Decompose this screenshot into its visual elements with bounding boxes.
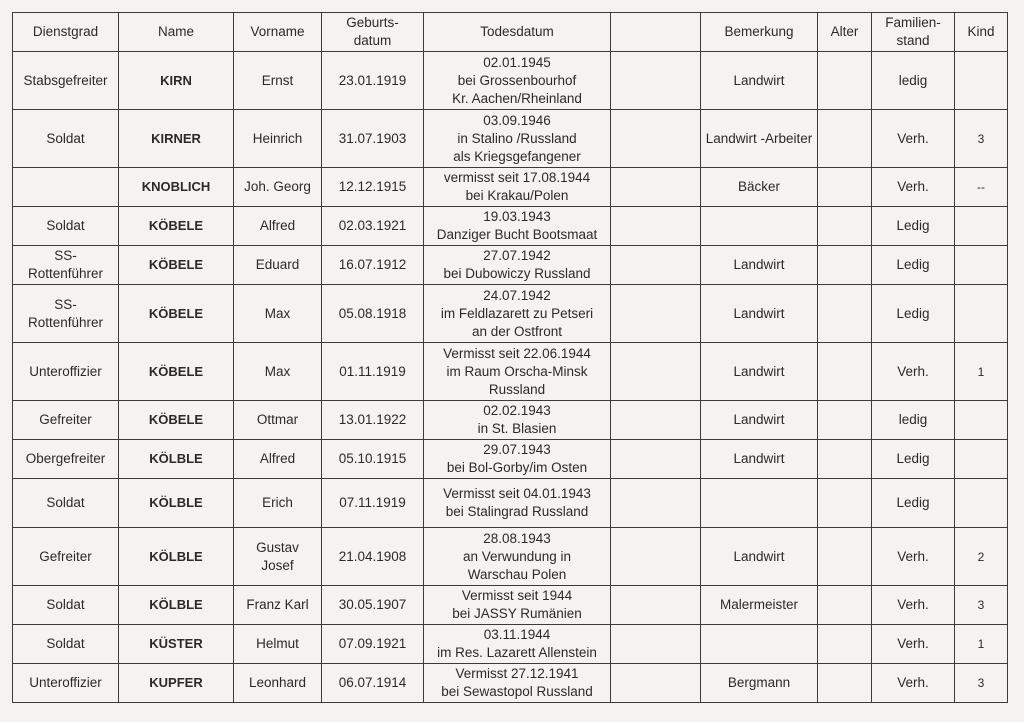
cell-vorname: Erich <box>234 479 322 528</box>
cell-bemerkung: Bergmann <box>701 664 818 703</box>
cell-kind <box>955 207 1008 246</box>
header-kind: Kind <box>955 13 1008 52</box>
cell-todesdatum: 02.02.1943 in St. Blasien <box>424 401 611 440</box>
cell-vorname: Ernst <box>234 52 322 110</box>
cell-name: KÖBELE <box>119 285 234 343</box>
cell-geburtsdatum: 13.01.1922 <box>322 401 424 440</box>
cell-bemerkung <box>701 625 818 664</box>
cell-geburtsdatum: 05.10.1915 <box>322 440 424 479</box>
cell-geburtsdatum: 30.05.1907 <box>322 586 424 625</box>
cell-todesdatum: 28.08.1943 an Verwundung in Warschau Polen <box>424 528 611 586</box>
cell-geburtsdatum: 16.07.1912 <box>322 246 424 285</box>
cell-blank <box>611 246 701 285</box>
cell-bemerkung: Landwirt <box>701 343 818 401</box>
cell-kind <box>955 401 1008 440</box>
cell-bemerkung <box>701 479 818 528</box>
cell-familienstand: Verh. <box>872 110 955 168</box>
cell-blank <box>611 440 701 479</box>
cell-name: KIRNER <box>119 110 234 168</box>
header-dienstgrad: Dienstgrad <box>13 13 119 52</box>
cell-blank <box>611 479 701 528</box>
cell-name: KÖBELE <box>119 246 234 285</box>
cell-vorname: Max <box>234 343 322 401</box>
cell-name: KUPFER <box>119 664 234 703</box>
cell-kind <box>955 52 1008 110</box>
cell-todesdatum: vermisst seit 17.08.1944 bei Krakau/Polen <box>424 168 611 207</box>
cell-alter <box>818 343 872 401</box>
cell-geburtsdatum: 02.03.1921 <box>322 207 424 246</box>
cell-dienstgrad: Soldat <box>13 625 119 664</box>
cell-vorname: Joh. Georg <box>234 168 322 207</box>
cell-name: KÖLBLE <box>119 586 234 625</box>
cell-dienstgrad: Soldat <box>13 110 119 168</box>
cell-dienstgrad: SS- Rottenführer <box>13 285 119 343</box>
cell-familienstand: Verh. <box>872 343 955 401</box>
cell-kind: 3 <box>955 586 1008 625</box>
cell-kind: 1 <box>955 625 1008 664</box>
cell-familienstand: Verh. <box>872 168 955 207</box>
cell-name: KÜSTER <box>119 625 234 664</box>
cell-alter <box>818 664 872 703</box>
cell-dienstgrad: Soldat <box>13 586 119 625</box>
cell-alter <box>818 625 872 664</box>
cell-alter <box>818 479 872 528</box>
cell-bemerkung: Landwirt <box>701 401 818 440</box>
cell-dienstgrad: Unteroffizier <box>13 664 119 703</box>
cell-geburtsdatum: 21.04.1908 <box>322 528 424 586</box>
cell-dienstgrad: Stabsgefreiter <box>13 52 119 110</box>
cell-todesdatum: Vermisst seit 1944 bei JASSY Rumänien <box>424 586 611 625</box>
cell-kind: 1 <box>955 343 1008 401</box>
cell-todesdatum: 27.07.1942 bei Dubowiczy Russland <box>424 246 611 285</box>
table-row <box>13 401 1008 440</box>
cell-kind: -- <box>955 168 1008 207</box>
cell-todesdatum: 24.07.1942 im Feldlazarett zu Petseri an der Ostfront <box>424 285 611 343</box>
cell-blank <box>611 664 701 703</box>
cell-familienstand: Verh. <box>872 625 955 664</box>
cell-bemerkung: Landwirt <box>701 440 818 479</box>
cell-dienstgrad: Gefreiter <box>13 401 119 440</box>
cell-geburtsdatum: 31.07.1903 <box>322 110 424 168</box>
cell-familienstand: Verh. <box>872 528 955 586</box>
cell-dienstgrad: Obergefreiter <box>13 440 119 479</box>
cell-alter <box>818 52 872 110</box>
cell-kind <box>955 440 1008 479</box>
cell-name: KÖBELE <box>119 207 234 246</box>
header-alter: Alter <box>818 13 872 52</box>
cell-dienstgrad: Soldat <box>13 479 119 528</box>
cell-geburtsdatum: 01.11.1919 <box>322 343 424 401</box>
cell-name: KÖLBLE <box>119 440 234 479</box>
cell-todesdatum: Vermisst 27.12.1941 bei Sewastopol Russland <box>424 664 611 703</box>
header-blank <box>611 13 701 52</box>
cell-name: KÖLBLE <box>119 528 234 586</box>
header-geburtsdatum: Geburts- datum <box>322 13 424 52</box>
cell-geburtsdatum: 07.09.1921 <box>322 625 424 664</box>
table-row <box>13 625 1008 664</box>
cell-blank <box>611 168 701 207</box>
cell-kind <box>955 479 1008 528</box>
header-row <box>13 13 1008 52</box>
table-body <box>13 52 1008 703</box>
cell-bemerkung: Malermeister <box>701 586 818 625</box>
table-row <box>13 52 1008 110</box>
table-row <box>13 110 1008 168</box>
cell-bemerkung: Landwirt <box>701 528 818 586</box>
header-bemerkung: Bemerkung <box>701 13 818 52</box>
header-name: Name <box>119 13 234 52</box>
cell-familienstand: Verh. <box>872 664 955 703</box>
cell-kind: 3 <box>955 664 1008 703</box>
cell-alter <box>818 440 872 479</box>
cell-kind: 3 <box>955 110 1008 168</box>
cell-blank <box>611 343 701 401</box>
cell-bemerkung: Landwirt <box>701 246 818 285</box>
cell-vorname: Gustav Josef <box>234 528 322 586</box>
cell-todesdatum: Vermisst seit 04.01.1943 bei Stalingrad Russland <box>424 479 611 528</box>
cell-name: KÖLBLE <box>119 479 234 528</box>
cell-dienstgrad: Gefreiter <box>13 528 119 586</box>
cell-vorname: Heinrich <box>234 110 322 168</box>
table-row <box>13 528 1008 586</box>
cell-blank <box>611 285 701 343</box>
cell-familienstand: Ledig <box>872 207 955 246</box>
cell-dienstgrad: Soldat <box>13 207 119 246</box>
cell-alter <box>818 168 872 207</box>
cell-blank <box>611 207 701 246</box>
cell-geburtsdatum: 05.08.1918 <box>322 285 424 343</box>
table-row <box>13 664 1008 703</box>
cell-bemerkung <box>701 207 818 246</box>
table-row <box>13 343 1008 401</box>
cell-geburtsdatum: 12.12.1915 <box>322 168 424 207</box>
table-row <box>13 246 1008 285</box>
document-sheet <box>12 12 1008 703</box>
cell-familienstand: Ledig <box>872 440 955 479</box>
cell-todesdatum: 02.01.1945 bei Grossenbourhof Kr. Aachen/Rheinland <box>424 52 611 110</box>
cell-vorname: Max <box>234 285 322 343</box>
cell-blank <box>611 586 701 625</box>
cell-todesdatum: 03.09.1946 in Stalino /Russland als Kriegsgefangener <box>424 110 611 168</box>
cell-vorname: Alfred <box>234 207 322 246</box>
cell-blank <box>611 401 701 440</box>
table-row <box>13 440 1008 479</box>
cell-name: KÖBELE <box>119 401 234 440</box>
cell-alter <box>818 285 872 343</box>
cell-kind <box>955 285 1008 343</box>
cell-dienstgrad: Unteroffizier <box>13 343 119 401</box>
cell-name: KÖBELE <box>119 343 234 401</box>
cell-alter <box>818 528 872 586</box>
table-row <box>13 285 1008 343</box>
cell-vorname: Eduard <box>234 246 322 285</box>
cell-familienstand: Ledig <box>872 479 955 528</box>
cell-blank <box>611 625 701 664</box>
header-vorname: Vorname <box>234 13 322 52</box>
cell-vorname: Franz Karl <box>234 586 322 625</box>
cell-geburtsdatum: 07.11.1919 <box>322 479 424 528</box>
cell-familienstand: Ledig <box>872 285 955 343</box>
table-row <box>13 168 1008 207</box>
cell-kind <box>955 246 1008 285</box>
cell-familienstand: ledig <box>872 52 955 110</box>
cell-blank <box>611 528 701 586</box>
cell-bemerkung: Bäcker <box>701 168 818 207</box>
cell-vorname: Alfred <box>234 440 322 479</box>
cell-vorname: Leonhard <box>234 664 322 703</box>
cell-dienstgrad <box>13 168 119 207</box>
header-familienstand: Familien- stand <box>872 13 955 52</box>
cell-todesdatum: 03.11.1944 im Res. Lazarett Allenstein <box>424 625 611 664</box>
cell-alter <box>818 586 872 625</box>
cell-blank <box>611 110 701 168</box>
cell-geburtsdatum: 06.07.1914 <box>322 664 424 703</box>
cell-bemerkung: Landwirt <box>701 52 818 110</box>
cell-familienstand: Ledig <box>872 246 955 285</box>
cell-name: KNOBLICH <box>119 168 234 207</box>
cell-dienstgrad: SS- Rottenführer <box>13 246 119 285</box>
cell-geburtsdatum: 23.01.1919 <box>322 52 424 110</box>
cell-bemerkung: Landwirt <box>701 285 818 343</box>
table-row <box>13 479 1008 528</box>
cell-alter <box>818 110 872 168</box>
cell-bemerkung: Landwirt -Arbeiter <box>701 110 818 168</box>
cell-kind: 2 <box>955 528 1008 586</box>
cell-blank <box>611 52 701 110</box>
cell-vorname: Ottmar <box>234 401 322 440</box>
cell-vorname: Helmut <box>234 625 322 664</box>
cell-todesdatum: 19.03.1943 Danziger Bucht Bootsmaat <box>424 207 611 246</box>
table-row <box>13 586 1008 625</box>
table-row <box>13 207 1008 246</box>
cell-todesdatum: Vermisst seit 22.06.1944 im Raum Orscha-Minsk Russland <box>424 343 611 401</box>
cell-alter <box>818 207 872 246</box>
cell-todesdatum: 29.07.1943 bei Bol-Gorby/im Osten <box>424 440 611 479</box>
header-todesdatum: Todesdatum <box>424 13 611 52</box>
cell-familienstand: ledig <box>872 401 955 440</box>
cell-name: KIRN <box>119 52 234 110</box>
casualty-table <box>12 12 1008 703</box>
cell-alter <box>818 401 872 440</box>
cell-familienstand: Verh. <box>872 586 955 625</box>
cell-alter <box>818 246 872 285</box>
